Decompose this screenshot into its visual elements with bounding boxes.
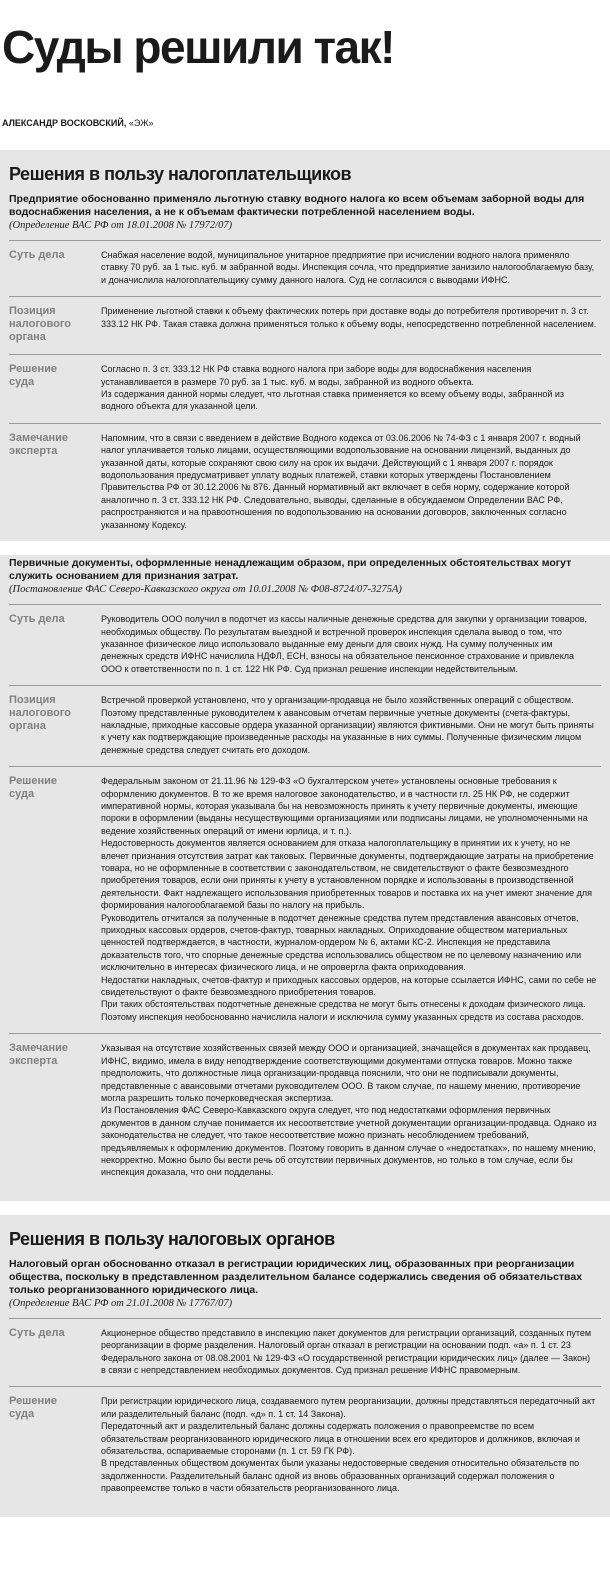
row-label: Замечание эксперта (9, 1042, 69, 1068)
row-label: Суть дела (9, 249, 65, 261)
case-gap (0, 541, 610, 555)
row-text (101, 694, 601, 756)
row-paragraph: Передаточный акт и разделительный баланс должны содержать положения о правопреемстве по всем обязательствам реорганизованного юридического лица в отношении всех его кредиторов и должников, включая и обязательства, оспариваемые сторонами (п. 1 ст. 59 ГК РФ). (101, 1421, 580, 1456)
publication-name: «ЭЖ» (128, 118, 154, 128)
case-block (0, 555, 610, 1189)
case-row (9, 296, 601, 354)
case-row (9, 604, 601, 685)
row-label: Решение суда (9, 1395, 57, 1421)
case-row (9, 1318, 601, 1387)
row-label: Суть дела (9, 613, 65, 626)
row-text (101, 432, 601, 531)
row-paragraph: Федеральным законом от 21.11.96 № 129-ФЗ «О бухгалтерском учете» установлены основные требования к оформлению документов. В то же время налоговое законодательство, и в частности гл. 25 НК РФ, не содержит императивной нормы, которая указывала бы на невозможность принять к учету первичные документы, имеющие пороки в оформлении (выданы несуществующими организациями или подписаны лицами, не уполномоченными на ведение хозяйственных операций от имени юрлица, и т. п.). (101, 776, 588, 836)
row-text (101, 775, 601, 1023)
row-text (101, 1395, 601, 1494)
row-paragraph: Руководитель ООО получил в подотчет из кассы наличные денежные средства для закупки у организации товаров, необходимых обществу. По результатам выездной и встречной проверок инспекция сделала вывод о том, что указанное физическое лицо использовало выданные ему деньги для своих нужд. На сумму полученных им денежных средств ИФНС начислила НДФЛ, ЕСН, взносы на обязательное пенсионное страхование и привлекла ООО к ответственности по п. 1 ст. 122 НК РФ. Суд признал решение инспекции недействительным. (101, 614, 587, 674)
case-row (9, 766, 601, 1033)
author-name: АЛЕКСАНДР ВОСКОВСКИЙ, (2, 118, 127, 128)
row-label: Позиция налогового органа (9, 305, 71, 344)
row-paragraph: Руководитель отчитался за полученные в подотчет денежные средства путем представления авансовых отчетов, приходных кассовых ордеров, счетов-фактур, товарных накладных. Оприходование обществом материальных ценностей подтверждается, в частности, журналом-ордером № 6, актами КС-2. Инспекция не представила доказательств того, что спорные денежные средства использовались обществом не по целевому назначению или исключительно в интересах физического лица, и не опровергла факта оприходования. (101, 912, 582, 973)
sections-container (0, 150, 610, 1517)
row-paragraph: Напомним, что в связи с введением в действие Водного кодекса от 03.06.2006 № 74-ФЗ с 1 января 2007 г. водный налог уплачивается только лицами, осуществляющими водопользование на основании лицензий, выданных до указанной даты, которые сохраняют свою силу на срок их выдачи. Действующий с 1 января 2007 г. порядок водопользования предусматривает уплату водных платежей, ставки которых утверждены Постановлением Правительства РФ от 30.12.2006 № 876. Данный нормативный акт включает в себя норму, содержание которой аналогично п. 3 ст. 333.12 НК РФ. Следовательно, выводы, сделанные в обсуждаемом Определении ВАС РФ, распространяются и на правоотношения по водопользованию на основании договоров, заключенных согласно указанному Кодексу. (101, 432, 581, 530)
case-lead: Предприятие обоснованно применяло льготную ставку водного налога ко всем объемам заборной воды для водоснабжения населения, а не к объемам фактически потребленной населением воды. (9, 193, 585, 218)
case-lead: Налоговый орган обоснованно отказал в регистрации юридических лиц, образованных при реорганизации общества, поскольку в представленном разделительном балансе содержались сведения об обязательствах только реорганизованного юридического лица. (9, 1257, 583, 1296)
row-paragraph: При таких обстоятельствах подотчетные денежные средства не могут быть отнесены к доходам физического лица. Поэтому инспекция необоснованно начислила налоги и исключила сумму указанных средств из состава расходов. (101, 999, 586, 1022)
row-paragraph: Снабжая население водой, муниципальное унитарное предприятие при исчислении водного налога применяло ставку 70 руб. за 1 тыс. куб. м забранной воды. Инспекция сочла, что предприятие занизило налогооблагаемую базу, и доначислила налогоплательщику сумму данного налога. Суд не согласился с выводами ИФНС. (101, 250, 595, 285)
row-paragraph: При регистрации юридического лица, создаваемого путем реорганизации, должны представляться передаточный акт или разделительный баланс (подп. «д» п. 1 ст. 14 Закона). (101, 1396, 596, 1419)
section-1 (0, 150, 610, 1201)
row-label: Решение суда (9, 363, 57, 389)
row-text (101, 613, 601, 675)
row-text (101, 305, 601, 344)
case-row (9, 1033, 601, 1188)
row-label: Суть дела (9, 1326, 65, 1339)
case-row (9, 354, 601, 423)
case-row (9, 423, 601, 541)
row-paragraph: Согласно п. 3 ст. 333.12 НК РФ ставка водного налога при заборе воды для водоснабжения населения устанавливается в размере 70 руб. за 1 тыс. куб. м воды, забранной из водного объекта. (101, 364, 532, 387)
section-heading: Решения в пользу налоговых органов (9, 1228, 335, 1249)
row-label: Замечание эксперта (9, 431, 69, 457)
case-block (0, 191, 610, 541)
row-text (101, 1327, 601, 1377)
case-lead: Первичные документы, оформленные ненадлежащим образом, при определенных обстоятельствах могут служить основанием для признания затрат. (9, 557, 572, 583)
row-paragraph: Акционерное общество представило в инспекцию пакет документов для регистрации организаций, созданных путем реорганизации в форме разделения. Налоговый орган отказал в регистрации на основании подп. «а» п. 1 ст. 23 Федерального закона от 08.08.2001 № 129-ФЗ «О государственной регистрации юридических лиц» (далее — Закон) в связи с непредставлением необходимых документов. Суд признал решение ИФНС правомерным. (101, 1327, 592, 1375)
row-label: Решение суда (9, 775, 57, 801)
section-gap (0, 1201, 610, 1215)
section-heading: Решения в пользу налогоплательщиков (9, 164, 352, 184)
row-paragraph: Из содержания данной нормы следует, что льготная ставка применяется ко всему объему воды, забранной из водного объекта для указанной цели. (101, 389, 565, 412)
row-paragraph: Указывая на отсутствие хозяйственных связей между ООО и организацией, значащейся в документах как продавец, ИФНС, видимо, имела в виду неподтверждение соответствующими документами отпуска товаров. Можно также предположить, что должностные лица организации-продавца пояснили, что они не подписывали документы, представленные с авансовыми отчетами руководителем ООО. В таком случае, по нашему мнению, противоречие могла разрешить только почерковедческая экспертиза. (101, 1043, 591, 1103)
case-block (0, 1256, 610, 1505)
row-label: Позиция налогового органа (9, 694, 71, 733)
case-source: (Определение ВАС РФ от 18.01.2008 № 17972/07) (9, 220, 233, 231)
case-source: (Определение ВАС РФ от 21.01.2008 № 17767/07) (9, 1297, 233, 1309)
row-text (101, 1042, 601, 1178)
case-row (9, 685, 601, 766)
row-paragraph: Из Постановления ФАС Северо-Кавказского округа следует, что под недостатками оформления первичных документов в данном случае понимается их несоответствие учетной документации организации-продавца. Однако из законодательства не следует, что такое несоответствие можно признать несоблюдением требований, предъявляемых к оформлению документов. Поэтому говорить в данном случае о «недостатках», по нашему мнению, некорректно. Можно было бы вести речь об отсутствии первичных документов, но только в том случае, если бы инспекция доказала, что они подделаны. (101, 1105, 597, 1178)
article-title: Суды решили так! (2, 21, 394, 73)
case-row (9, 240, 601, 296)
row-text (101, 363, 601, 413)
row-text (101, 249, 601, 286)
byline (0, 72, 610, 132)
row-paragraph: Применение льготной ставки к объему фактических потерь при доставке воды до потребителя противоречит п. 3 ст. 333.12 НК РФ. Такая ставка должна применяться только к объему воды, непосредственно потребленной населением. (101, 306, 597, 329)
row-paragraph: Недостатки накладных, счетов-фактур и приходных кассовых ордеров, на которые ссылается ИФНС, сами по себе не свидетельствуют о факте безвозмездного приобретения товаров. (101, 974, 597, 998)
row-paragraph: Недостоверность документов является основанием для отказа налогоплательщику в принятии их к учету, но не влечет признания отсутствия затрат как таковых. Первичные документы, подтверждающие затраты на приобретение товара, но не оформленные в соответствии с законодательством, не свидетельствуют о факте безвозмездного приобретения товаров, если они приняты к учету в установленном порядке и использованы в производственной деятельности. Факт надлежащего использования приобретенных товаров и поставка их на учет имеют значение для формирования налогооблагаемой базы по налогу на прибыль. (101, 838, 594, 911)
row-paragraph: В представленных обществом документах были указаны недостоверные сведения относительно обязательств по задолженности. Разделительный баланс одной из вновь образованных организаций содержал положения о правопреемстве только в части обязательств реорганизованного лица. (101, 1458, 580, 1494)
case-row (9, 1386, 601, 1504)
row-paragraph: Встречной проверкой установлено, что у организации-продавца не было хозяйственных операций с обществом. Поэтому представленные руководителем к авансовым отчетам первичные учетные документы (счета-фактуры, накладные, приходные кассовые ордера указанной организации) являются фиктивными. Они не могут быть приняты к учету как подтверждающие произведенные расходы на указанные в них суммы. Полученные физическим лицом денежные средства следует считать его доходом. (101, 695, 594, 755)
case-source: (Постановление ФАС Северо-Кавказского округа от 10.01.2008 № Ф08-8724/07-3275А) (9, 584, 402, 596)
section-2 (0, 1215, 610, 1517)
